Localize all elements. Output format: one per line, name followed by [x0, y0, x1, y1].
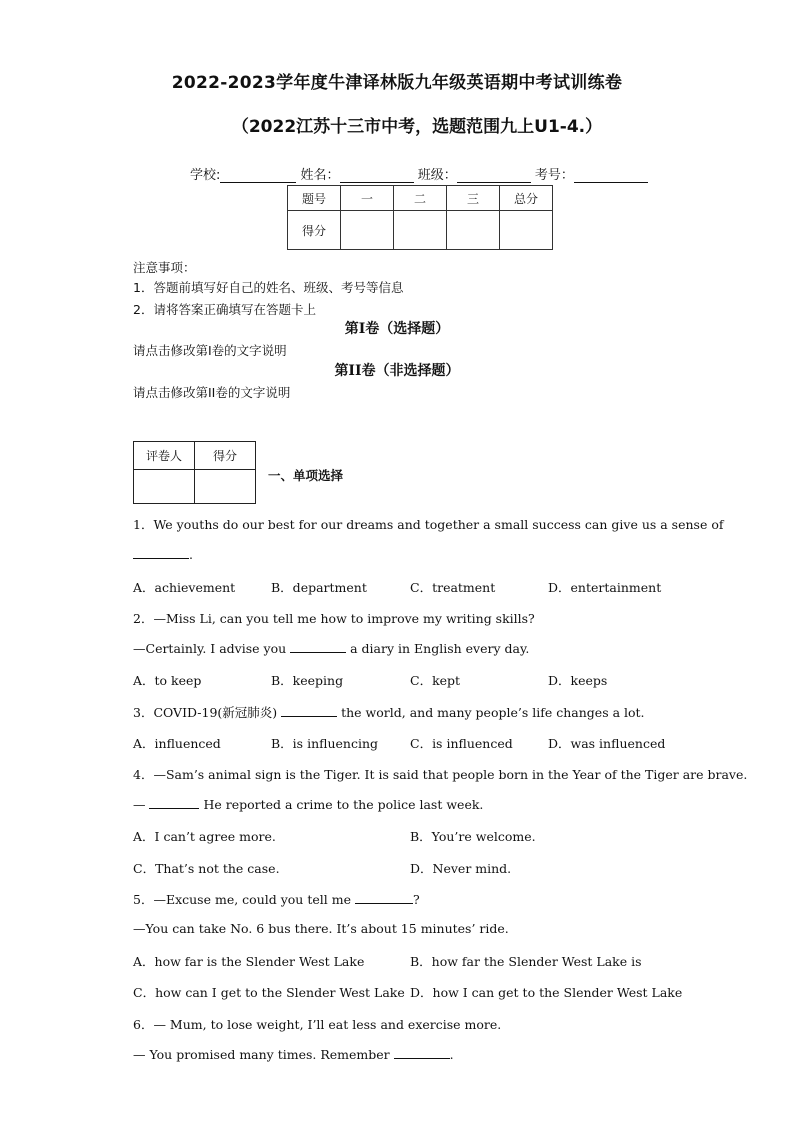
- grader-label: 评卷人: [134, 442, 195, 470]
- grader-table: [133, 441, 256, 504]
- score-header-cell: 二: [394, 186, 447, 211]
- option-a[interactable]: A．achievement: [133, 580, 236, 595]
- question-1-blank-line: [133, 546, 193, 562]
- student-info-line: [190, 164, 648, 183]
- question-5-stem: [133, 890, 420, 908]
- option-c[interactable]: C．treatment: [410, 580, 496, 595]
- answer-blank[interactable]: [355, 891, 413, 904]
- score-header-cell: 总分: [500, 186, 553, 211]
- option-a[interactable]: A．to keep: [133, 673, 202, 688]
- score-cell[interactable]: [341, 211, 394, 250]
- response-text: —Certainly. I advise you: [133, 641, 291, 656]
- question-5-response: —You can take No. 6 bus there. It’s about 15 minutes’ ride.: [133, 921, 509, 936]
- answer-blank[interactable]: [290, 640, 346, 653]
- score-header-cell: 三: [447, 186, 500, 211]
- exam-subtitle: （2022江苏十三市中考，选题范围九上U1-4.）: [231, 117, 603, 137]
- option-c[interactable]: C．how can I get to the Slender West Lake: [133, 985, 405, 1000]
- option-d[interactable]: D．entertainment: [548, 580, 662, 595]
- answer-blank[interactable]: [394, 1046, 450, 1059]
- answer-blank[interactable]: [133, 546, 189, 559]
- option-a[interactable]: A．influenced: [133, 736, 221, 751]
- option-d[interactable]: D．was influenced: [548, 736, 666, 751]
- grader-score-label: 得分: [195, 442, 256, 470]
- score-row-label: 得分: [288, 211, 341, 250]
- question-6-stem: 6．— Mum, to lose weight, I’ll eat less and exercise more.: [133, 1017, 502, 1032]
- option-b[interactable]: B．is influencing: [271, 736, 379, 751]
- option-b[interactable]: B．keeping: [271, 673, 344, 688]
- question-6-response: [133, 1046, 454, 1062]
- question-3-stem: [133, 703, 645, 721]
- note-item: 2．请将答案正确填写在答题卡上: [133, 302, 316, 317]
- note-item: 1．答题前填写好自己的姓名、班级、考号等信息: [133, 280, 404, 295]
- question-2-stem: 2．—Miss Li, can you tell me how to improve my writing skills?: [133, 611, 535, 626]
- score-header-cell: 题号: [288, 186, 341, 211]
- option-d[interactable]: D．how I can get to the Slender West Lake: [410, 985, 683, 1000]
- score-cell[interactable]: [447, 211, 500, 250]
- stem-text: 5．—Excuse me, could you tell me: [133, 892, 355, 907]
- name-blank[interactable]: [340, 168, 414, 183]
- option-c[interactable]: C．That’s not the case.: [133, 861, 280, 876]
- stem-text: 3．COVID-19(新冠肺炎): [133, 705, 282, 720]
- grader-score-cell[interactable]: [195, 470, 256, 504]
- option-a[interactable]: A．how far is the Slender West Lake: [133, 954, 365, 969]
- response-text: a diary in English every day.: [346, 641, 530, 656]
- part2-description[interactable]: 请点击修改第II卷的文字说明: [133, 385, 291, 400]
- part1-description[interactable]: 请点击修改第I卷的文字说明: [133, 343, 287, 358]
- score-cell[interactable]: [500, 211, 553, 250]
- stem-text: ?: [412, 892, 420, 907]
- option-b[interactable]: B．department: [271, 580, 367, 595]
- question-4-response: [133, 796, 483, 812]
- stem-text: the world, and many people’s life changes a lot.: [337, 705, 645, 720]
- number-blank[interactable]: [574, 168, 648, 183]
- period: .: [189, 547, 193, 562]
- option-b[interactable]: B．You’re welcome.: [410, 829, 536, 844]
- name-label: 姓名：: [300, 168, 340, 183]
- response-text: .: [449, 1047, 454, 1062]
- score-table: [287, 185, 553, 250]
- response-text: —: [133, 797, 150, 812]
- part2-title: 第II卷（非选择题）: [334, 363, 460, 379]
- notes-title: 注意事项：: [133, 260, 196, 275]
- school-blank[interactable]: [220, 168, 296, 183]
- score-header-cell: 一: [341, 186, 394, 211]
- question-4-stem: 4．—Sam’s animal sign is the Tiger. It is said that people born in the Year of the Tiger are brave.: [133, 767, 748, 782]
- option-b[interactable]: B．how far the Slender West Lake is: [410, 954, 642, 969]
- exam-title: 2022-2023学年度牛津译林版九年级英语期中考试训练卷: [171, 73, 623, 93]
- option-d[interactable]: D．Never mind.: [410, 861, 512, 876]
- part1-title: 第I卷（选择题）: [344, 321, 450, 337]
- class-blank[interactable]: [457, 168, 531, 183]
- question-2-response: [133, 640, 529, 656]
- option-a[interactable]: A．I can’t agree more.: [133, 829, 276, 844]
- question-1-stem: 1．We youths do our best for our dreams and together a small success can give us a sense of: [133, 517, 724, 532]
- score-cell[interactable]: [394, 211, 447, 250]
- response-text: He reported a crime to the police last week.: [199, 797, 484, 812]
- option-c[interactable]: C．kept: [410, 673, 461, 688]
- answer-blank[interactable]: [281, 704, 337, 717]
- response-text: — You promised many times. Remember: [133, 1047, 394, 1062]
- section-title: 一、单项选择: [268, 468, 344, 483]
- option-c[interactable]: C．is influenced: [410, 736, 513, 751]
- number-label: 考号：: [534, 168, 574, 183]
- answer-blank[interactable]: [149, 796, 199, 809]
- option-d[interactable]: D．keeps: [548, 673, 608, 688]
- school-label: 学校:: [190, 168, 221, 183]
- class-label: 班级：: [417, 168, 457, 183]
- grader-cell[interactable]: [134, 470, 195, 504]
